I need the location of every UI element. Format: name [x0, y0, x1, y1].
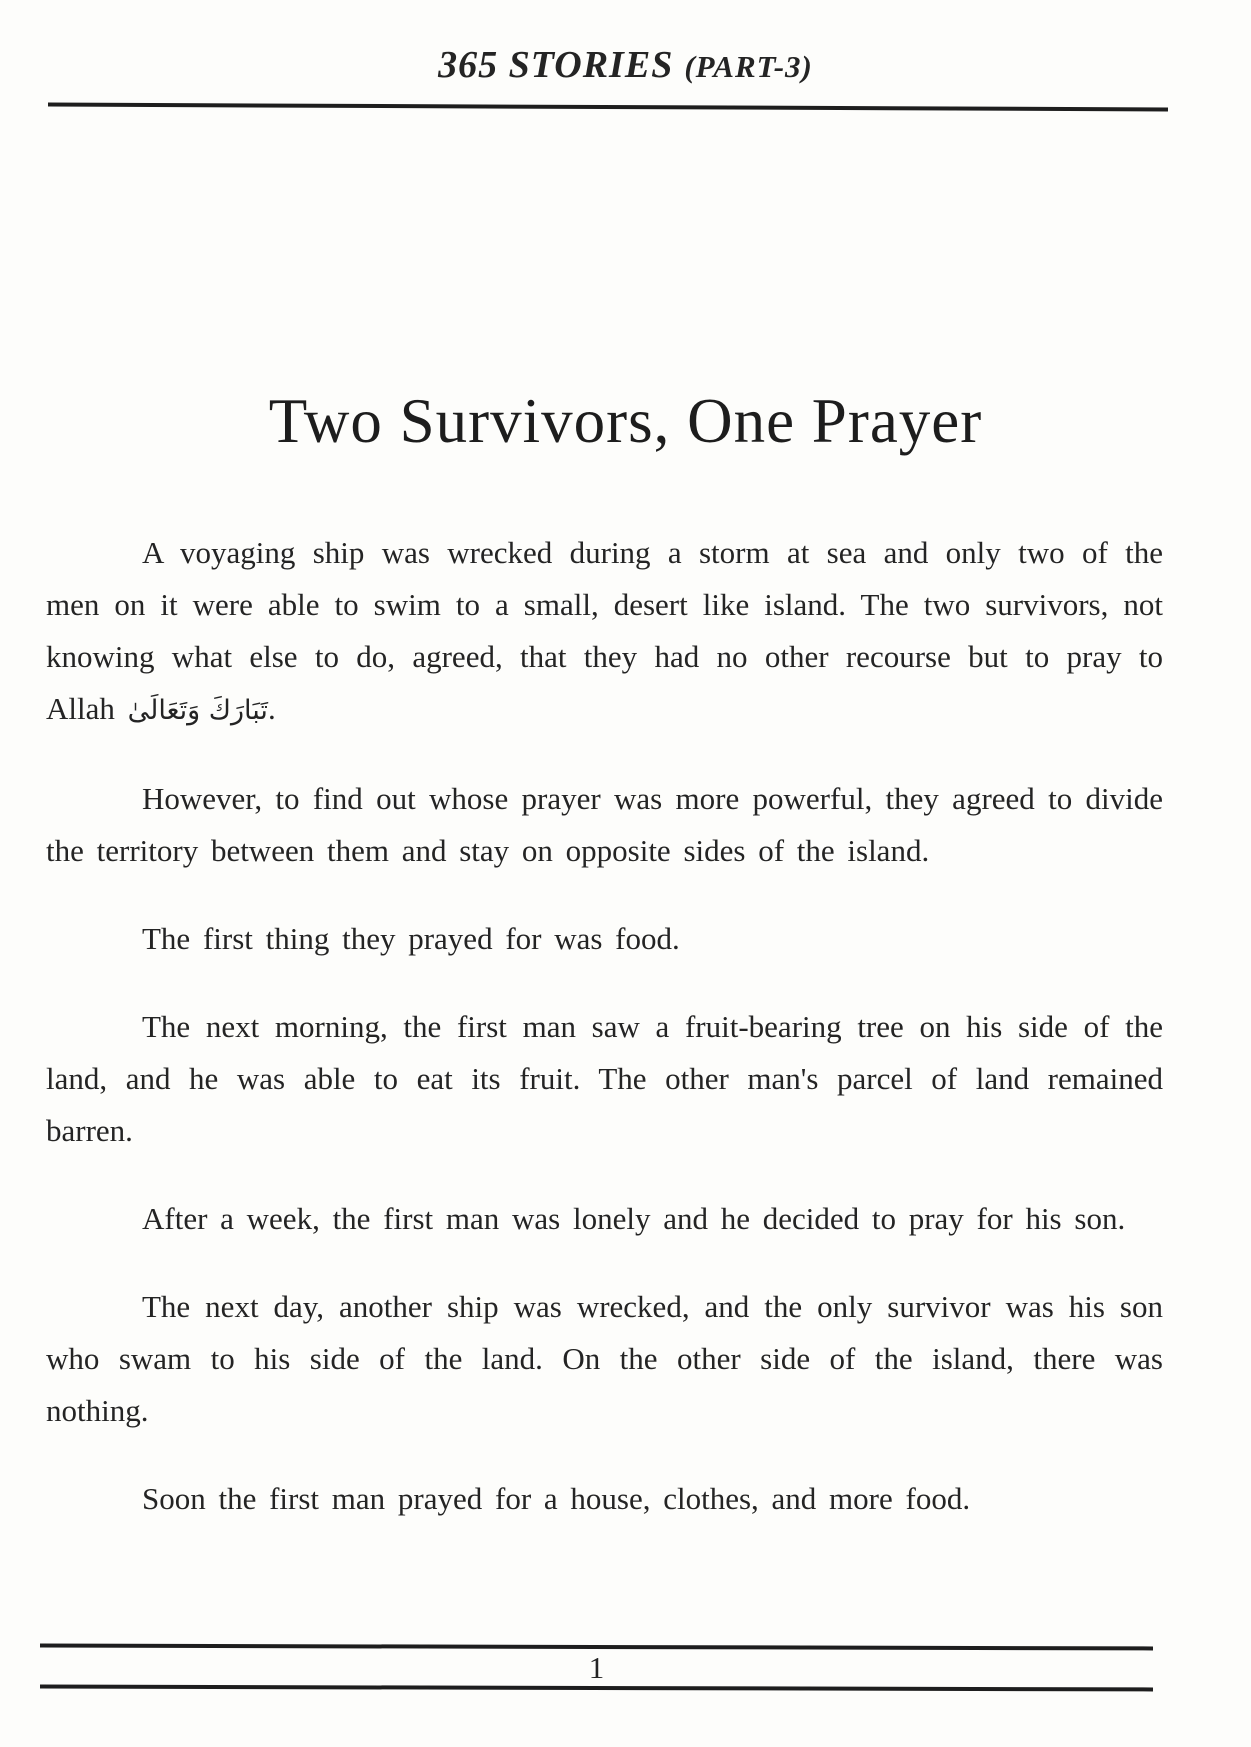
page-footer: [40, 1645, 1153, 1690]
paragraph-2: However, to find out whose prayer was more powerful, they agreed to divide the territory between them and stay on opposite sides of the island.: [46, 781, 1163, 868]
page-number: 1: [588, 1650, 605, 1685]
paragraph-5: After a week, the first man was lonely and he decided to pray for his son.: [142, 1201, 1126, 1236]
story-title: Two Survivors, One Prayer: [268, 386, 983, 456]
running-head: [0, 0, 1251, 96]
paragraph-1: [46, 527, 1163, 737]
paragraph-1-period: .: [267, 691, 276, 726]
allah-honorific-calligraphy: تَبَارَكَ وَتَعَالَىٰ: [127, 695, 268, 726]
book-part-label: (PART-3): [684, 49, 813, 84]
header-rule: [48, 103, 1168, 112]
book-title: 365 STORIES: [438, 44, 674, 86]
paragraph-6: The next day, another ship was wrecked, and the only survivor was his son who swam to his side of the land. On the other side of the island, there was nothing.: [46, 1289, 1163, 1428]
story-body: [46, 527, 1163, 1525]
paragraph-1-text: A voyaging ship was wrecked during a storm at sea and only two of the men on it were able to swim to a small, desert like island. The two survivors, not knowing what else to do, agreed, that they had no other recourse but to pray to Allah: [46, 535, 1163, 726]
paragraph-3: The first thing they prayed for was food.: [142, 921, 680, 956]
paragraph-7: Soon the first man prayed for a house, clothes, and more food.: [142, 1481, 971, 1516]
paragraph-4: The next morning, the first man saw a fruit-bearing tree on his side of the land, and he was able to eat its fruit. The other man's parcel of land remained barren.: [46, 1009, 1163, 1148]
page-header: [0, 0, 1251, 109]
